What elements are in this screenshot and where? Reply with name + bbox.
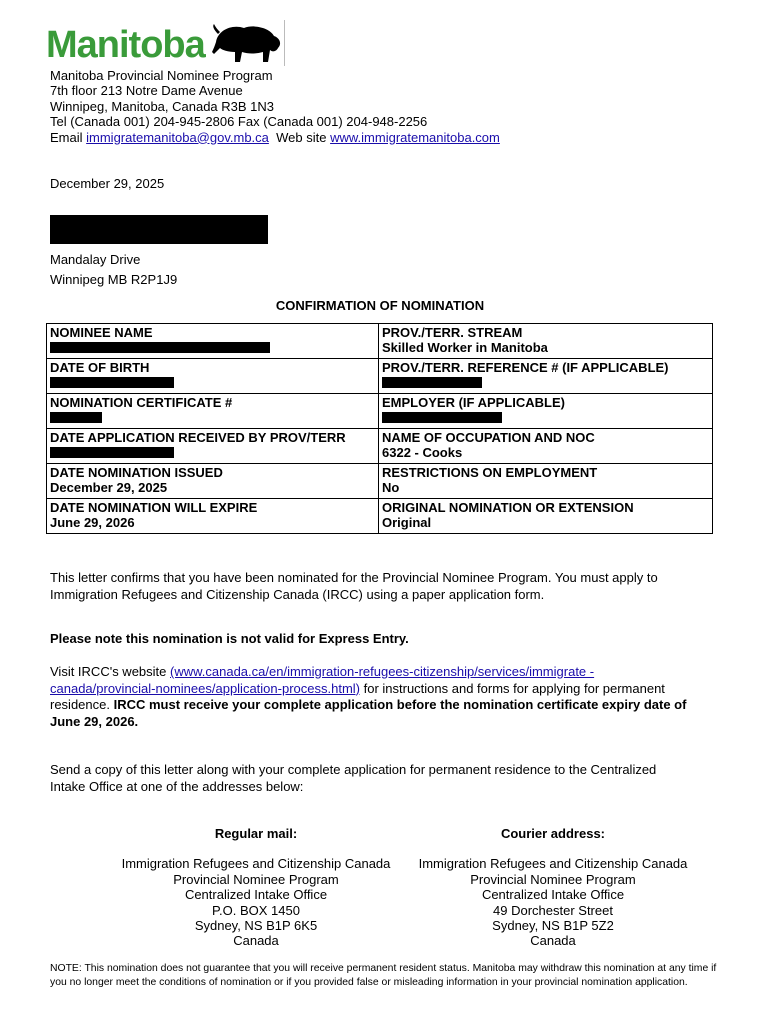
table-cell (47, 429, 379, 464)
cell-value: Skilled Worker in Manitoba (382, 340, 548, 355)
cell-label: PROV./TERR. REFERENCE # (IF APPLICABLE) (382, 360, 669, 375)
redacted-value (50, 412, 102, 423)
table-row (47, 499, 713, 534)
address-line-1: Mandalay Drive (50, 252, 141, 267)
website-label: Web site (276, 129, 327, 145)
cell-value: Original (382, 515, 432, 530)
bison-icon (208, 22, 284, 66)
header-line: Manitoba Provincial Nominee Program (50, 68, 273, 83)
cell-label: DATE OF BIRTH (50, 360, 150, 375)
cell-value: June 29, 2026 (50, 515, 135, 530)
redacted-value (50, 342, 270, 353)
email-label: Email (50, 129, 83, 145)
header-line: Winnipeg, Manitoba, Canada R3B 1N3 (50, 98, 275, 114)
table-cell (379, 464, 713, 499)
letter-date: December 29, 2025 (50, 176, 165, 191)
address-line: Provincial Nominee Program (470, 871, 636, 887)
table-cell (47, 499, 379, 534)
cell-label: RESTRICTIONS ON EMPLOYMENT (382, 465, 598, 480)
redacted-value (50, 377, 174, 388)
table-cell (47, 359, 379, 394)
express-entry-note: Please note this nomination is not valid for Express Entry. (50, 631, 409, 646)
table-cell (379, 394, 713, 429)
para-prefix: Visit IRCC's website (50, 664, 170, 679)
website-link[interactable]: www.immigratemanitoba.com (330, 129, 500, 145)
table-cell (47, 464, 379, 499)
redacted-value (382, 412, 502, 423)
cell-label: DATE APPLICATION RECEIVED BY PROV/TERR (50, 430, 346, 445)
address-line: Centralized Intake Office (184, 887, 328, 903)
address-line: Centralized Intake Office (481, 887, 625, 903)
footer-note: NOTE: This nomination does not guarantee that you will receive permanent resident status. Manitoba may withdraw this nomination at any time if you no longer meet the conditions of nomination or if you provided false or misleading information in your provincial nomination application. (50, 963, 717, 988)
logo-divider (284, 20, 285, 66)
table-row (47, 464, 713, 499)
address-line: Canada (233, 933, 279, 949)
regular-mail-address (106, 826, 406, 949)
cell-value: December 29, 2025 (50, 480, 168, 495)
table-cell (47, 324, 379, 359)
cell-label: NAME OF OCCUPATION AND NOC (382, 430, 595, 445)
courier-address (403, 826, 703, 949)
nomination-table (46, 323, 713, 534)
ircc-website-paragraph (50, 664, 690, 730)
address-line-2: Winnipeg MB R2P1J9 (50, 272, 178, 287)
table-row (47, 429, 713, 464)
table-cell (379, 429, 713, 464)
table-cell (379, 499, 713, 534)
table-row (47, 324, 713, 359)
address-line: P.O. BOX 1450 (212, 902, 300, 918)
cell-value: No (382, 480, 400, 495)
email-link[interactable]: immigratemanitoba@gov.mb.ca (86, 129, 269, 145)
address-line: Sydney, NS B1P 5Z2 (492, 918, 614, 934)
cell-label: NOMINEE NAME (50, 325, 153, 340)
table-row (47, 394, 713, 429)
logo-text: Manitoba (46, 24, 205, 66)
address-line: Immigration Refugees and Citizenship Canada (418, 856, 688, 872)
table-row (47, 359, 713, 394)
confirmation-title: CONFIRMATION OF NOMINATION (275, 298, 485, 313)
table-cell (379, 324, 713, 359)
table-cell (47, 394, 379, 429)
contact-line (50, 130, 500, 145)
cell-label: NOMINATION CERTIFICATE # (50, 395, 233, 410)
cell-value: 6322 - Cooks (382, 445, 463, 460)
cell-label: DATE NOMINATION WILL EXPIRE (50, 500, 258, 515)
regular-mail-heading: Regular mail: (214, 826, 298, 841)
recipient-address (50, 250, 177, 290)
redacted-recipient-name (50, 215, 268, 244)
redacted-value (50, 447, 174, 458)
address-line: Immigration Refugees and Citizenship Canada (121, 856, 391, 872)
courier-heading: Courier address: (500, 826, 606, 841)
intro-paragraph: This letter confirms that you have been nominated for the Provincial Nominee Program. You must apply to Immigration Refugees and Citizenship Canada (IRCC) using a paper application form. (50, 570, 658, 602)
address-line: Sydney, NS B1P 6K5 (194, 918, 318, 934)
cell-label: EMPLOYER (IF APPLICABLE) (382, 395, 565, 410)
ircc-website-link[interactable]: (www.canada.ca/en/immigration-refugees-citizenship/services/immigrate - canada/provincial-nominees/application-process.html) (50, 664, 595, 696)
para-middle: for instructions and forms for applying for permanent residence. (50, 680, 665, 712)
program-header (50, 68, 500, 145)
address-line: 49 Dorchester Street (493, 902, 613, 918)
header-line: 7th floor 213 Notre Dame Avenue (50, 83, 243, 99)
address-line: Canada (530, 933, 576, 949)
address-line: Provincial Nominee Program (173, 871, 339, 887)
redacted-value (382, 377, 482, 388)
header-line: Tel (Canada 001) 204-945-2806 Fax (Canada 001) 204-948-2256 (50, 114, 428, 130)
cell-label: ORIGINAL NOMINATION OR EXTENSION (382, 500, 634, 515)
expiry-warning: IRCC must receive your complete application before the nomination certificate expiry date of June 29, 2026. (50, 697, 687, 729)
cell-label: DATE NOMINATION ISSUED (50, 465, 223, 480)
table-cell (379, 359, 713, 394)
send-copy-paragraph: Send a copy of this letter along with your complete application for permanent residence to the Centralized Intake Office at one of the addresses below: (50, 762, 657, 794)
cell-label: PROV./TERR. STREAM (382, 325, 523, 340)
manitoba-logo (44, 20, 286, 70)
